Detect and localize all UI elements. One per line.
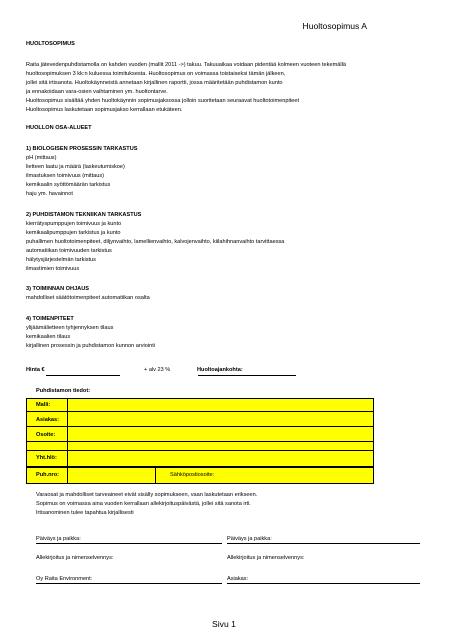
- date-place-right-label: Päiväys ja paikka:: [227, 536, 272, 542]
- document-title: Huoltosopimus A: [302, 21, 367, 31]
- intro-line: Huoltosopimus sisältää yhden huoltokäynnin sopimusjaksossa jolloin suoritetaan seuraavat huoltotoimenpiteet: [26, 98, 300, 104]
- section-2-heading: 2) PUHDISTAMON TEKNIIKAN TARKASTUS: [26, 212, 142, 218]
- company-signature-line[interactable]: [36, 583, 222, 584]
- column-divider: [155, 467, 156, 484]
- list-item: haju ym. havainnot: [26, 191, 73, 197]
- intro-line: Raita jätevedenpuhdistamolla on kahden vuoden (mallit 2011 ->) takuu. Takuuaikaa voidaan pidentää kolmeen vuoteen tekemällä: [26, 62, 346, 68]
- row-divider: [26, 441, 374, 442]
- price-line[interactable]: [46, 375, 120, 376]
- customer-signature-line[interactable]: [227, 583, 420, 584]
- contact-row: [26, 450, 374, 467]
- signature-right-label: Allekirjoitus ja nimenselvennys:: [227, 555, 305, 561]
- email-label: Sähköpostiosoite:: [170, 472, 215, 478]
- list-item: pH (mittaus): [26, 155, 57, 161]
- section-heading: HUOLTOSOPIMUS: [26, 41, 75, 47]
- intro-line: huoltosopimuksen 3 kk:n kuluessa toimituksesta. Huoltosopimus on voimassa toistaiseksi tämän jälkeen,: [26, 71, 286, 77]
- list-item: mahdolliset säätötoimenpiteet automatiikan osalta: [26, 295, 150, 301]
- terms-line: Irtisanominen tulee tapahtua kirjallisesti: [36, 510, 134, 516]
- model-label: Malli:: [36, 402, 51, 408]
- section-3-heading: 3) TOIMINNAN OHJAUS: [26, 286, 89, 292]
- phone-label: Puh.nro:: [36, 472, 59, 478]
- price-label: Hinta €: [26, 367, 45, 373]
- list-item: ilmastimien toimivuus: [26, 266, 80, 272]
- list-item: kemikaalien tilaus: [26, 334, 71, 340]
- service-period-label: Huoltoajankohta:: [197, 367, 243, 373]
- areas-heading: HUOLLON OSA-ALUEET: [26, 125, 92, 131]
- section-1-heading: 1) BIOLOGISEN PROSESSIN TARKASTUS: [26, 146, 138, 152]
- date-place-left-label: Päiväys ja paikka:: [36, 536, 81, 542]
- list-item: hälytysjärjestelmän tarkistus: [26, 257, 96, 263]
- intro-line: Huoltosopimus laskutetaan sopimusjakso kerrallaan etukäteen.: [26, 107, 183, 113]
- company-label: Oy Raita Environment:: [36, 576, 93, 582]
- date-place-left-line[interactable]: [36, 543, 222, 544]
- list-item: lietteen laatu ja määrä (laskeutumiskoe): [26, 164, 125, 170]
- signature-left-label: Allekirjoitus ja nimenselvennys:: [36, 555, 114, 561]
- list-item: puhallimen huoltotoimenpiteet, diljynvaihto, lamellienvaihto, kalvojenvaihto, kiilahihnanvaihto tarvittaessa: [26, 239, 285, 245]
- list-item: kemikaalipumppujen tarkistus ja kunto: [26, 230, 121, 236]
- intro-line: jollei sitä irtisanota. Huoltokäynneistä annetaan kirjallinen raportti, jossa määritetään puhdistamon kunto: [26, 80, 283, 86]
- customer-label: Asiakas:: [36, 417, 60, 423]
- contact-label: Yht.hlö:: [36, 455, 57, 461]
- list-item: kemikaalin syöttömäärän tarkistus: [26, 182, 111, 188]
- list-item: ilmastuksen toimivuus (mittaus): [26, 173, 105, 179]
- list-item: kierrätyspumppujen toimivuus ja kunto: [26, 221, 122, 227]
- row-divider: [26, 426, 374, 427]
- intro-line: ja ennakoidaan vara-osien vaihtaminen ym. huoltontarve.: [26, 89, 168, 95]
- column-divider: [67, 467, 68, 484]
- list-item: automatiikan toimivuuden tarkistus: [26, 248, 112, 254]
- terms-line: Sopimus on voimassa aina vuoden kerrallaan allekirjoituspäivästä, jollei sitä sanota irti.: [36, 501, 251, 507]
- customer-signature-label: Asiakas:: [227, 576, 249, 582]
- section-4-heading: 4) TOIMENPITEET: [26, 316, 74, 322]
- service-period-line[interactable]: [198, 375, 296, 376]
- address-label: Osoite:: [36, 432, 56, 438]
- vat-label: + alv 23 %: [144, 367, 171, 373]
- terms-line: Varaosat ja mahdolliset tarveaineet eivät sisälly sopimukseen, vaan laskutetaan erikseen.: [36, 492, 258, 498]
- date-place-right-line[interactable]: [227, 543, 420, 544]
- page-number: Sivu 1: [212, 619, 236, 629]
- row-divider: [26, 411, 374, 412]
- list-item: ylijäämälietteen tyhjennyksen tilaus: [26, 325, 114, 331]
- list-item: kirjallinen prosessin ja puhdistamon kunnon arviointi: [26, 343, 156, 349]
- plant-info-heading: Puhdistamon tiedot:: [36, 388, 91, 394]
